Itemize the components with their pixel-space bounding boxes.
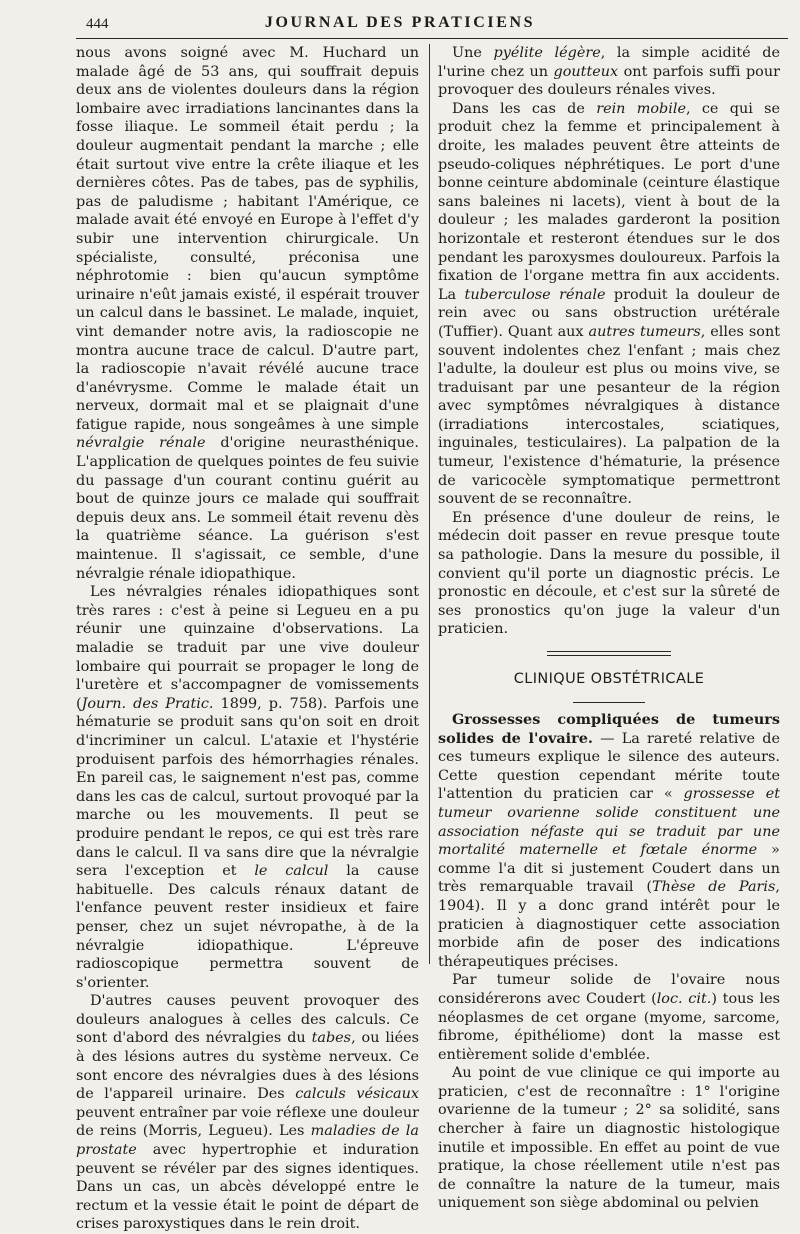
text-run: Les névralgies rénales idiopathiques sont très rares : c'est à peine si Legueu en a pu réunir une quinzaine d'observations. La maladie se traduit par une vive douleur lombaire qui pourrait se propager le long de l'uretère et s'accompagner de vomissements ( [76, 584, 419, 712]
italic-run: pyélite légère [493, 45, 601, 61]
text-run: , ou liées à des lésions autres du système nerveux. Ce sont encore des névralgies dues à des lésions de l'appareil urinaire. Des [76, 1030, 419, 1103]
italic-run: névralgie rénale [76, 435, 206, 452]
text-run: » comme l'a dit si justement Coudert dans un très remarquable travail ( [438, 842, 780, 896]
italic-run: le calcul [254, 863, 329, 880]
section-title-rule [573, 702, 645, 703]
text-run: , 1904). Il y a donc grand intérêt pour le praticien à diagnostiquer cette association morbide afin de poser des indications thérapeutiques précises. [438, 879, 780, 970]
text-run: 1899, p. 758). Parfois une hématurie se produit sans qu'on soit en droit d'incriminer un calcul. L'ataxie et l'hystérie produisent parfois des hémorrhagies rénales. En pareil cas, le saignement n'est pas, comme dans les cas de calcul, surtout provoqué par la marche ou les mouvements. Il peut se produire pendant le repos, ce qui est très rare dans le calcul. Il va sans dire que la névralgie sera l'exception et [76, 695, 419, 880]
text-run: avec hypertrophie et induration peuvent se révéler par des signes identiques. Dans un cas, un abcès développé entre le rectum et la vessie était le point de départ de crises paroxystiques dans le rein droit. [76, 1142, 419, 1233]
italic-run: calculs vésicaux [295, 1086, 419, 1103]
text-run: d'origine neurasthénique. L'application de quelques pointes de feu suivie du passage d'un courant continu guérit au bout de quinze jours ce malade qui souffrait depuis deux ans. Le sommeil était revenu dès la quatrième séance. La guérison s'est maintenue. Il s'agissait, ce semble, d'une névralgie rénale idiopathique. [76, 435, 420, 582]
italic-run: tuberculose rénale [464, 286, 606, 303]
italic-run: autres tumeurs [588, 323, 701, 340]
text-run: Au point de vue clinique ce qui importe au praticien, c'est de reconnaître : 1° l'origine ovarienne de la tumeur ; 2° sa solidité, sans chercher à faire un diagnostic histologique inutile et impossible. En effet au point de vue pratique, la chose réellement utile n'est pas de connaître la nature de la tumeur, mais uniquement son siège abdominal ou pelvien [438, 1065, 780, 1212]
left-paragraph-3 [76, 992, 419, 1234]
left-column [76, 44, 419, 1234]
right-paragraph-3 [438, 509, 780, 639]
text-run: — La rareté relative de ces tumeurs explique le silence des auteurs. Cette question cependant mérite toute l'attention du praticien car « [438, 730, 780, 803]
italic-run: goutteux [553, 63, 619, 80]
text-run: nous avons soigné avec M. Huchard un malade âgé de 53 ans, qui souffrait depuis deux ans de violentes douleurs dans la région lombaire avec irradiations lancinantes dans la fosse iliaque. Le sommeil était perdu ; la douleur augmentait pendant la marche ; elle était surtout vive entre la crête iliaque et les dernières côtes. Pas de tabes, pas de syphilis, pas de paludisme ; habitant l'Amérique, ce malade avait été envoyé en Europe à l'effet d'y subir une intervention chirurgicale. Un spécialiste, consulté, préconisa une néphrotomie : bien qu'aucun symptôme urinaire n'eût jamais existé, il espérait trouver un calcul dans le bassinet. Le malade, inquiet, vint demander notre avis, la radioscopie ne montra aucune trace de calcul. D'autre part, la radioscopie n'avait révélé aucune trace d'anévrysme. Comme le malade était un nerveux, dormait mal et se plaignait d'une fatigue rapide, nous songeâmes à une simple [76, 45, 419, 433]
text-run: peuvent entraîner par voie réflexe une douleur de reins (Morris, Legueu). Les [76, 1104, 419, 1140]
italic-run: grossesse et tumeur ovarienne solide constituent une association néfaste qui se traduit par une mortalité maternelle et fœtale énorme [438, 786, 781, 859]
column-divider [429, 44, 430, 964]
right-paragraph-1 [438, 44, 780, 100]
left-paragraph-1 [76, 44, 419, 583]
italic-run: Thèse de Paris [652, 879, 776, 896]
text-run: , la simple acidité de l'urine chez un [438, 45, 780, 80]
text-run: la cause habituelle. Des calculs rénaux datant de l'enfance peuvent rester insidieux et faire penser, chez un sujet névropathe, à de la névralgie idiopathique. L'épreuve radioscopique permettra souvent de s'orienter. [76, 863, 419, 991]
section-title: CLINIQUE OBSTÉTRICALE [513, 671, 705, 687]
italic-run: rein mobile [596, 100, 686, 117]
italic-run: Journ. des Pratic. [81, 695, 214, 712]
text-run: ont parfois suffi pour provoquer des douleurs rénales vives. [438, 63, 780, 99]
text-run: Dans les cas de [452, 100, 597, 117]
right-paragraph-6 [438, 1064, 780, 1213]
header-rule [76, 38, 788, 39]
text-run: ) tous les néoplasmes de cet organe (myome, sarcome, fibrome, épithéliome) dont la masse est entièrement solide d'emblée. [438, 990, 780, 1063]
italic-run: tabes [311, 1030, 352, 1047]
right-paragraph-5 [438, 971, 780, 1064]
page-header [0, 14, 800, 38]
article-lead: Grossesses compliquées de tumeurs solides de l'ovaire. [438, 711, 780, 747]
running-title: JOURNAL DES PRATICIENS [264, 14, 536, 31]
text-run: Par tumeur solide de l'ovaire nous considérerons avec Coudert ( [438, 972, 780, 1007]
italic-run: maladies de la prostate [76, 1123, 419, 1159]
right-paragraph-2 [438, 100, 780, 509]
text-run: produit la douleur de rein avec ou sans obstruction urétérale (Tuffier). Quant aux [438, 286, 780, 340]
section-separator [547, 651, 671, 656]
text-run: , elles sont souvent indolentes chez l'enfant ; mais chez l'adulte, la douleur est plus ou moins vive, se traduisant par une pesanteur de la région avec symptômes névralgiques à distance (irradiations intercostales, sciatiques, inguinales, testiculaires). La palpation de la tumeur, l'existence d'hématurie, la présence de varicocèle symptomatique permettront souvent de se reconnaître. [438, 323, 780, 508]
text-run: En présence d'une douleur de reins, le médecin doit passer en revue presque toute sa pathologie. Dans la mesure du possible, il convient qu'il porte un diagnostic précis. Le pronostic en découle, et c'est sur la sûreté de ses pronostics qu'on juge la valeur d'un praticien. [438, 509, 780, 638]
right-paragraph-4 [438, 711, 780, 971]
italic-run: loc. cit. [656, 990, 712, 1007]
left-paragraph-2 [76, 583, 419, 992]
text-run: , ce qui se produit chez la femme et principalement à droite, les malades peuvent être atteints de pseudo-coliques néphrétiques. Le port d'une bonne ceinture abdominale (ceinture élastique sans baleines ni lacets), vient à bout de la douleur ; les malades garderont la position horizontale et resteront étendues sur le dos pendant les paroxysmes douloureux. Parfois la fixation de l'organe mettra fin aux accidents. La [438, 100, 781, 303]
right-column [438, 44, 780, 1213]
text-run: Une [452, 45, 494, 61]
text-run: D'autres causes peuvent provoquer des douleurs analogues à celles des calculs. Ce sont d'abord des névralgies du [76, 993, 419, 1047]
page-number: 444 [86, 16, 109, 32]
